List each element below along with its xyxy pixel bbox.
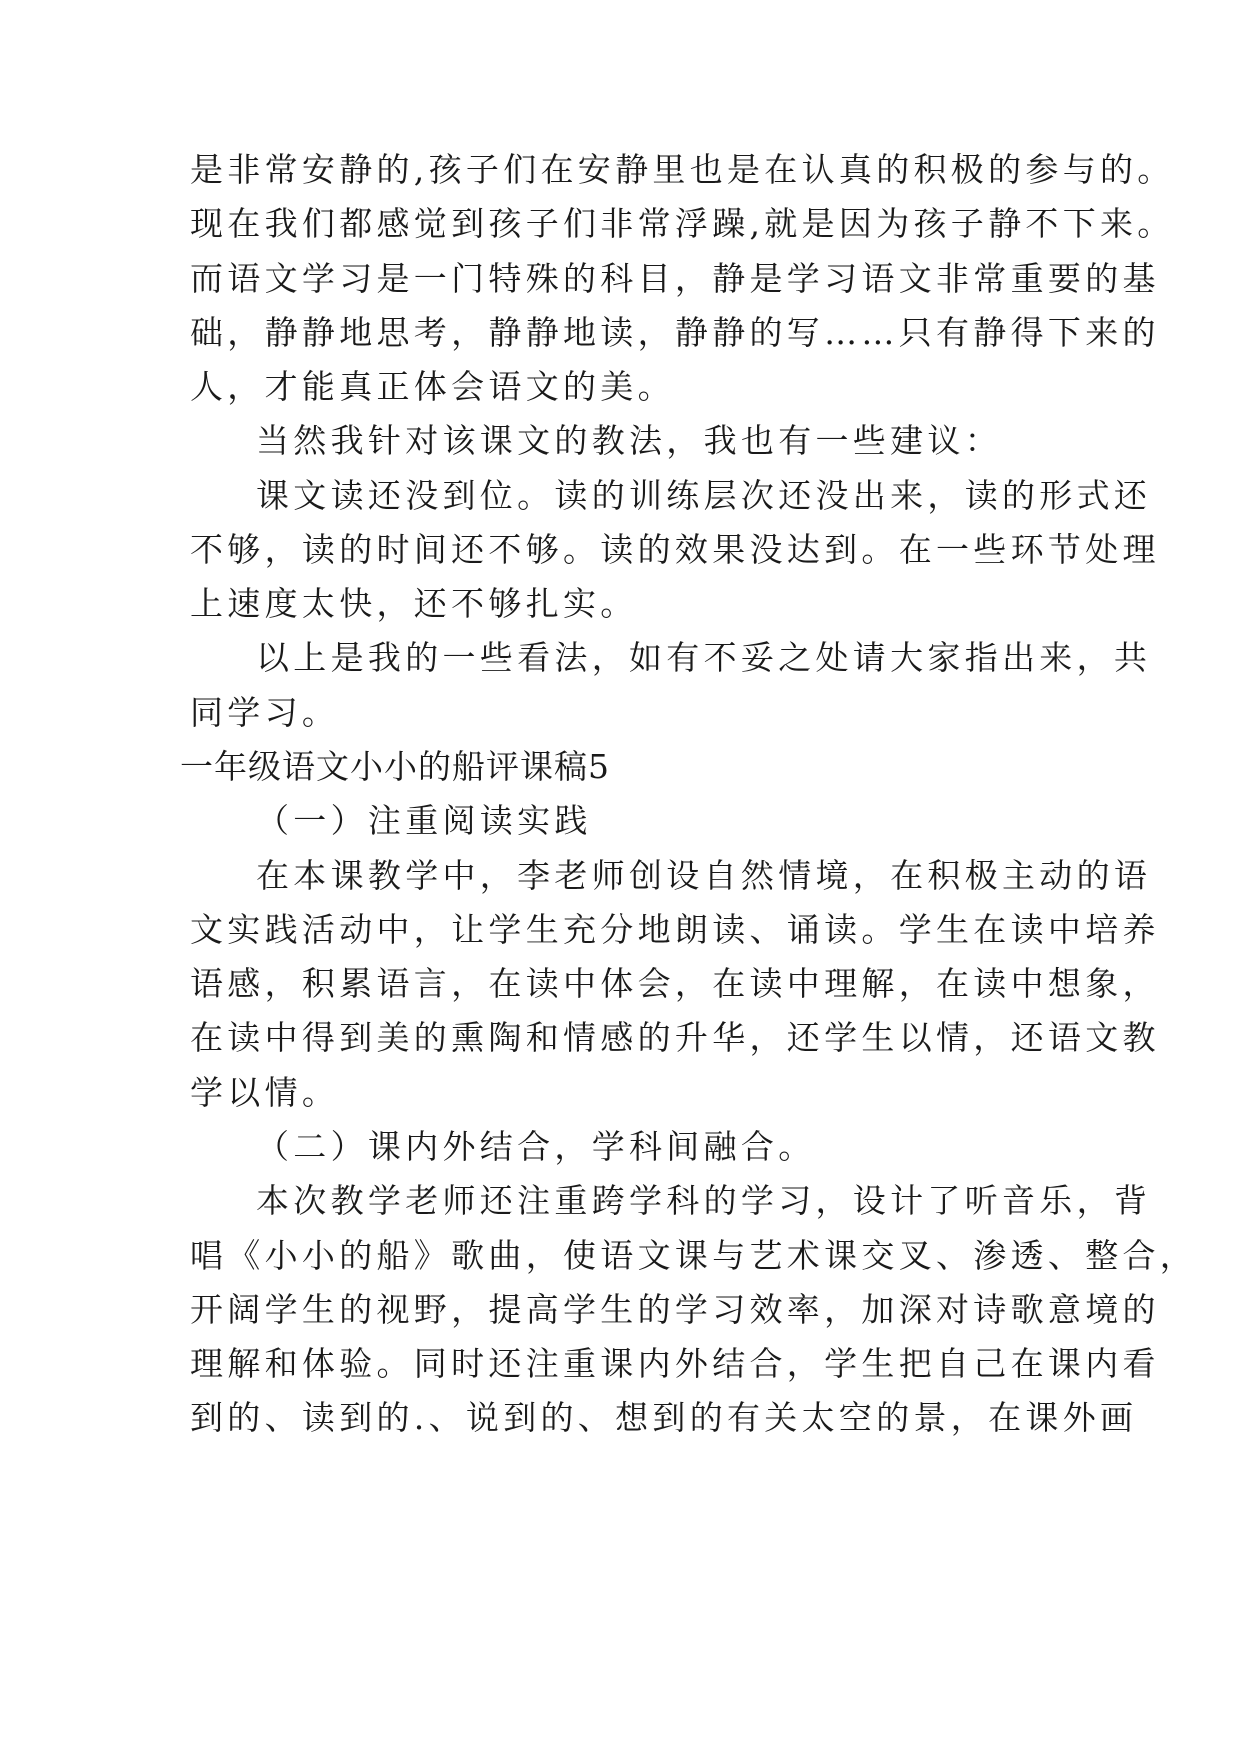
text-line: 唱《小小的船》歌曲，使语文课与艺术课交叉、渗透、整合， — [190, 1236, 1198, 1275]
text-line: 理解和体验。同时还注重课内外结合，学生把自己在课内看 — [190, 1344, 1160, 1383]
subheading-line: （一）注重阅读实践 — [256, 801, 592, 840]
paragraph-start-line: 本次教学老师还注重跨学科的学习，设计了听音乐，背 — [256, 1181, 1152, 1220]
paragraph-start-line: 当然我针对该课文的教法，我也有一些建议： — [256, 421, 1002, 460]
text-line: 人，才能真正体会语文的美。 — [190, 367, 675, 406]
subheading-line: （二）课内外结合，学科间融合。 — [256, 1127, 816, 1166]
text-line: 学以情。 — [190, 1073, 340, 1112]
text-line: 现在我们都感觉到孩子们非常浮躁,就是因为孩子静不下来。 — [190, 204, 1175, 243]
text-line: 在读中得到美的熏陶和情感的升华，还学生以情，还语文教 — [190, 1018, 1160, 1057]
text-line: 语感，积累语言，在读中体会，在读中理解，在读中想象， — [190, 964, 1160, 1003]
text-line: 同学习。 — [190, 693, 340, 732]
paragraph-start-line: 在本课教学中，李老师创设自然情境，在积极主动的语 — [256, 856, 1152, 895]
text-line: 文实践活动中，让学生充分地朗读、诵读。学生在读中培养 — [190, 910, 1160, 949]
text-line: 而语文学习是一门特殊的科目，静是学习语文非常重要的基 — [190, 259, 1160, 298]
text-line: 不够，读的时间还不够。读的效果没达到。在一些环节处理 — [190, 530, 1160, 569]
text-line: 开阔学生的视野，提高学生的学习效率，加深对诗歌意境的 — [190, 1290, 1160, 1329]
text-line: 是非常安静的,孩子们在安静里也是在认真的积极的参与的。 — [190, 150, 1175, 189]
text-line: 础，静静地思考，静静地读，静静的写……只有静得下来的 — [190, 313, 1160, 352]
text-line: 上速度太快，还不够扎实。 — [190, 584, 638, 623]
paragraph-start-line: 课文读还没到位。读的训练层次还没出来，读的形式还 — [256, 476, 1152, 515]
text-line: 到的、读到的.、说到的、想到的有关太空的景，在课外画 — [190, 1398, 1138, 1437]
paragraph-start-line: 以上是我的一些看法，如有不妥之处请大家指出来，共 — [256, 638, 1152, 677]
section-heading: 一年级语文小小的船评课稿5 — [180, 747, 610, 786]
